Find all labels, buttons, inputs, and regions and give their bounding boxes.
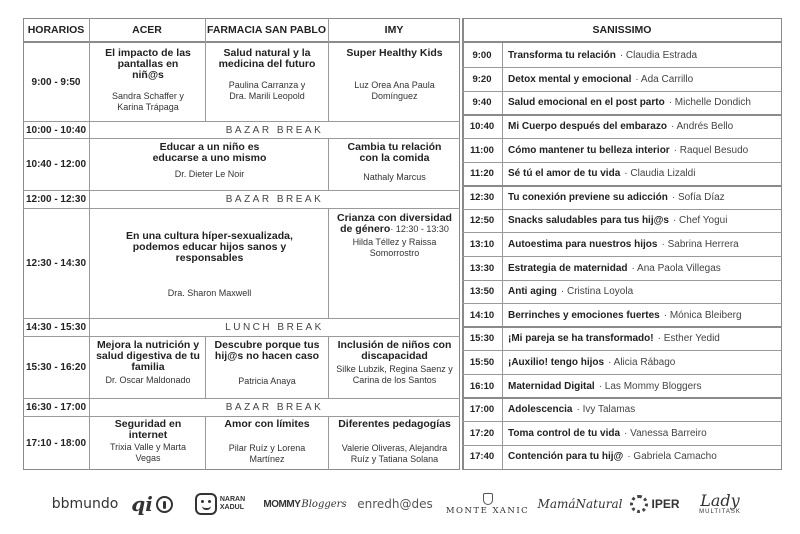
row-time: 13:10 bbox=[469, 239, 495, 251]
header-imy: IMY bbox=[384, 23, 404, 36]
sanissimo-row bbox=[462, 115, 782, 139]
session-speaker: Dr. Dieter Le Noir bbox=[174, 169, 245, 179]
row-time: 13:50 bbox=[469, 286, 495, 298]
session-imy-3 bbox=[331, 213, 458, 313]
row-speaker: · Claudia Estrada bbox=[619, 50, 698, 62]
session-speaker: Paulina Carranza y Dra. Marili Leopold bbox=[228, 80, 306, 101]
schedule-grid-left bbox=[23, 18, 460, 470]
row-time: 9:00 bbox=[472, 50, 492, 62]
row-time: 15:30 bbox=[469, 333, 495, 345]
time-slot-break-2: 12:00 - 12:30 bbox=[25, 194, 87, 205]
session-fsp-4 bbox=[208, 340, 326, 396]
sanissimo-row bbox=[462, 162, 782, 186]
mommy-bloggers-logo bbox=[265, 484, 345, 524]
session-imy-2 bbox=[331, 142, 458, 188]
row-title: Contención para tu hij@ bbox=[508, 451, 624, 463]
qi-logo-text: qi bbox=[131, 492, 153, 516]
time-slot-break-1: 10:00 - 10:40 bbox=[25, 124, 87, 136]
iper-sunburst-icon bbox=[630, 495, 648, 513]
session-acer-4 bbox=[93, 340, 203, 396]
row-title: Snacks saludables para tus hij@s bbox=[508, 215, 669, 227]
sanissimo-row bbox=[462, 209, 782, 233]
row-time: 10:40 bbox=[469, 121, 495, 133]
session-speaker: Hilda Téllez y Raissa Somorrostro bbox=[352, 237, 437, 258]
row-speaker: · Raquel Besudo bbox=[673, 144, 749, 156]
lunch-break: LUNCH BREAK bbox=[225, 322, 324, 333]
iper-text: IPER bbox=[651, 497, 680, 511]
session-merged-3 bbox=[93, 231, 326, 316]
sanissimo-row bbox=[462, 138, 782, 162]
lady-multitask-logo bbox=[690, 484, 750, 524]
session-acer-1 bbox=[93, 48, 203, 120]
row-title: Estrategia de maternidad bbox=[508, 262, 628, 274]
qi-logo bbox=[128, 484, 176, 524]
row-time: 17:40 bbox=[469, 451, 495, 463]
sanissimo-row bbox=[462, 351, 782, 375]
sanissimo-row bbox=[462, 398, 782, 422]
bloggers-text: Bloggers bbox=[301, 498, 347, 510]
session-speaker: Dr. Oscar Maldonado bbox=[105, 375, 191, 385]
row-speaker: · Esther Yedid bbox=[657, 333, 720, 345]
session-title: El impacto de las pantallas en niñ@s bbox=[105, 48, 191, 81]
naran-text: NARAN bbox=[219, 496, 246, 503]
session-imy-4 bbox=[331, 340, 458, 396]
session-title: Mejora la nutrición y salud digestiva de tu familia bbox=[96, 340, 200, 373]
sanissimo-row bbox=[462, 186, 782, 210]
sanissimo-row bbox=[462, 304, 782, 328]
row-title: Maternidad Digital bbox=[508, 380, 595, 392]
row-title: Adolescencia bbox=[508, 404, 573, 416]
row-title: Autoestima para nuestros hijos bbox=[508, 239, 658, 251]
sanissimo-row bbox=[462, 422, 782, 446]
sanissimo-row bbox=[462, 256, 782, 280]
row-speaker: · Ana Paola Villegas bbox=[631, 262, 721, 274]
session-imy-1 bbox=[331, 48, 458, 120]
sanissimo-row bbox=[462, 68, 782, 92]
time-slot-break-3: 16:30 - 17:00 bbox=[25, 402, 87, 413]
session-title: Salud natural y la medicina del futuro bbox=[218, 48, 316, 70]
session-speaker: Patricia Anaya bbox=[238, 376, 296, 386]
session-merged-2 bbox=[93, 142, 326, 188]
time-slot-lunch: 14:30 - 15:30 bbox=[25, 322, 87, 333]
row-time: 9:20 bbox=[472, 73, 492, 85]
sanissimo-row bbox=[462, 233, 782, 257]
row-speaker: · Alicia Rábago bbox=[608, 357, 676, 369]
session-title: Educar a un niño es educarse a uno mismo bbox=[152, 142, 267, 164]
mama-natural-logo: MamáNatural bbox=[537, 497, 623, 511]
monte-xanic-crest-icon bbox=[483, 493, 493, 505]
session-imy-5 bbox=[331, 419, 458, 467]
row-title: Cómo mantener tu belleza interior bbox=[508, 144, 670, 156]
bbmundo-logo: bbmundo bbox=[51, 496, 119, 512]
row-speaker: · Gabriela Camacho bbox=[627, 451, 717, 463]
row-speaker: · Cristina Loyola bbox=[560, 286, 634, 298]
session-title: En una cultura híper-sexualizada, podemos educar hijos sanos y responsables bbox=[126, 231, 293, 264]
session-fsp-5 bbox=[208, 419, 326, 467]
row-speaker: · Chef Yogui bbox=[672, 215, 728, 227]
row-title: Salud emocional en el post parto bbox=[508, 97, 665, 109]
sanissimo-row bbox=[462, 44, 782, 68]
row-title: Sé tú el amor de tu vida bbox=[508, 168, 621, 180]
header-acer: ACER bbox=[132, 23, 162, 36]
schedule-sanissimo bbox=[462, 18, 782, 470]
session-title: Seguridad en internet bbox=[114, 419, 182, 441]
session-speaker: Luz Orea Ana Paula Domínguez bbox=[354, 80, 435, 101]
session-speaker: Silke Lubzik, Regina Saenz y Carina de los Santos bbox=[336, 364, 453, 385]
row-title: Berrinches y emociones fuertes bbox=[508, 309, 660, 321]
row-speaker: · Sabrina Herrera bbox=[661, 239, 739, 251]
time-slot-2: 10:40 - 12:00 bbox=[25, 159, 87, 170]
time-slot-3: 12:30 - 14:30 bbox=[25, 258, 87, 269]
row-time: 14:10 bbox=[469, 309, 495, 321]
naran-xadul-logo bbox=[190, 484, 250, 524]
sponsor-logos bbox=[50, 484, 750, 524]
session-acer-5 bbox=[93, 419, 203, 467]
monte-xanic-logo bbox=[445, 484, 530, 524]
session-speaker: Nathaly Marcus bbox=[363, 172, 426, 182]
sanissimo-row bbox=[462, 374, 782, 398]
session-speaker: Valerie Oliveras, Alejandra Ruíz y Tatiana Solana bbox=[341, 443, 448, 464]
session-title: Inclusión de niños con discapacidad bbox=[337, 340, 452, 362]
row-title: Tu conexión previene su adicción bbox=[508, 191, 668, 203]
session-time-range: · 12:30 - 13:30 bbox=[390, 224, 449, 234]
session-title: Super Healthy Kids bbox=[346, 48, 443, 59]
row-speaker: · Ada Carrillo bbox=[635, 73, 694, 85]
xadul-text: XADUL bbox=[219, 504, 244, 511]
monte-xanic-text: MONTE XANIC bbox=[445, 505, 530, 516]
session-fsp-1 bbox=[208, 48, 326, 120]
bazar-break-1: BAZAR BREAK bbox=[225, 124, 324, 136]
multitask-text: MULTITASK bbox=[699, 509, 741, 515]
time-slot-1: 9:00 - 9:50 bbox=[31, 76, 81, 88]
lady-text: Lady bbox=[700, 491, 740, 510]
sanissimo-row bbox=[462, 327, 782, 351]
bazar-break-3: BAZAR BREAK bbox=[225, 402, 324, 413]
row-time: 11:20 bbox=[470, 168, 494, 180]
bazar-break-2: BAZAR BREAK bbox=[225, 194, 324, 205]
mommy-text: MOMMY bbox=[263, 498, 301, 510]
session-title bbox=[332, 213, 457, 235]
row-title: Transforma tu relación bbox=[508, 50, 616, 62]
row-speaker: · Las Mommy Bloggers bbox=[598, 380, 702, 392]
row-title: ¡Auxilio! tengo hijos bbox=[508, 357, 605, 369]
row-title: Mi Cuerpo después del embarazo bbox=[508, 121, 667, 133]
enredhadas-logo: enredh@des bbox=[357, 497, 433, 511]
row-time: 16:10 bbox=[469, 380, 495, 392]
session-title: Descubre porque tus hij@s no hacen caso bbox=[214, 340, 320, 362]
row-title: ¡Mi pareja se ha transformado! bbox=[508, 333, 654, 345]
iper-logo bbox=[625, 484, 685, 524]
row-title: Anti aging bbox=[508, 286, 557, 298]
row-time: 9:40 bbox=[472, 97, 492, 109]
header-farmacia-san-pablo: FARMACIA SAN PABLO bbox=[207, 23, 326, 36]
row-speaker: · Mónica Bleiberg bbox=[663, 309, 742, 321]
row-time: 11:00 bbox=[470, 144, 494, 156]
row-speaker: · Sofía Díaz bbox=[671, 191, 725, 203]
row-speaker: · Claudia Lizaldi bbox=[624, 168, 696, 180]
row-title: Toma control de tu vida bbox=[508, 427, 621, 439]
session-speaker: Pilar Ruíz y Lorena Martínez bbox=[228, 443, 306, 464]
row-time: 13:30 bbox=[469, 262, 495, 274]
row-speaker: · Vanessa Barreiro bbox=[624, 427, 707, 439]
row-speaker: · Michelle Dondich bbox=[668, 97, 751, 109]
session-speaker: Dra. Sharon Maxwell bbox=[167, 288, 252, 298]
header-sanissimo: SANISSIMO bbox=[592, 23, 652, 36]
session-speaker: Sandra Schaffer y Karina Trápaga bbox=[112, 91, 184, 112]
time-slot-5: 17:10 - 18:00 bbox=[25, 437, 87, 449]
session-title: Diferentes pedagogías bbox=[338, 419, 451, 430]
session-speaker: Trixia Valle y Marta Vegas bbox=[109, 442, 187, 463]
row-speaker: · Andrés Bello bbox=[670, 121, 734, 133]
time-slot-4: 15:30 - 16:20 bbox=[25, 362, 87, 373]
row-time: 12:50 bbox=[469, 215, 495, 227]
row-time: 15:50 bbox=[469, 357, 495, 369]
session-title: Cambia tu relación con la comida bbox=[347, 142, 442, 164]
qi-circle-icon bbox=[156, 496, 173, 513]
session-title-text: Crianza con diversidad de género bbox=[337, 213, 452, 235]
sanissimo-row bbox=[462, 445, 782, 469]
row-time: 17:20 bbox=[469, 427, 495, 439]
row-title: Detox mental y emocional bbox=[508, 73, 632, 85]
naran-face-icon bbox=[195, 493, 217, 515]
sanissimo-row bbox=[462, 91, 782, 115]
row-time: 12:30 bbox=[469, 191, 495, 203]
row-speaker: · Ivy Talamas bbox=[576, 404, 636, 416]
row-time: 17:00 bbox=[469, 404, 495, 416]
sanissimo-row bbox=[462, 280, 782, 304]
header-horarios: HORARIOS bbox=[27, 23, 85, 36]
session-title: Amor con límites bbox=[224, 419, 310, 430]
